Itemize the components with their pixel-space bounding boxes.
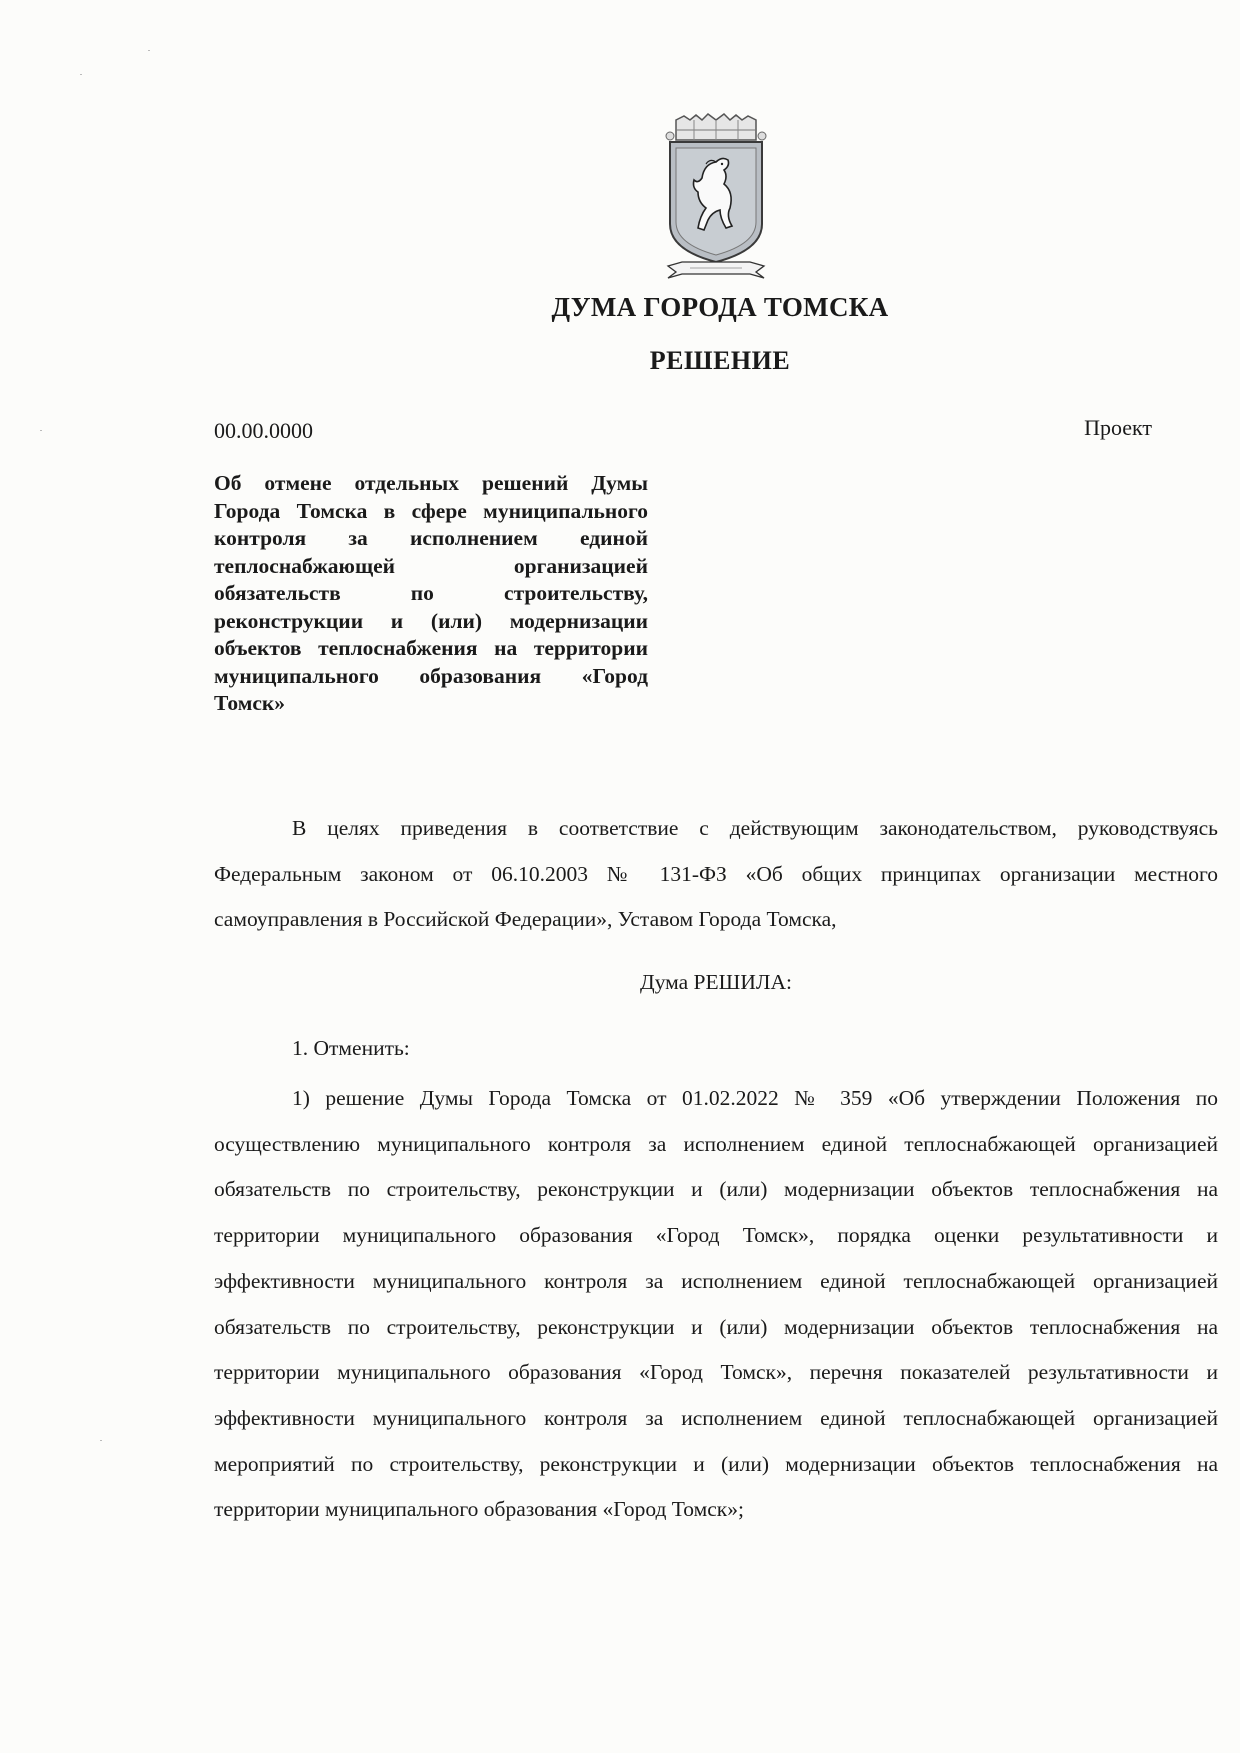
list-subitem-1: 1) решение Думы Города Томска от 01.02.2022 № 359 «Об утверждении Положения по осуществлению муниципального контроля за исполнением единой теплоснабжающей организацией обязательств по строительству, реконструкции и (или) модернизации объектов теплоснабжения на территории муниципального образования «Город Томск», порядка оценки результативности и эффективности муниципального контроля за исполнением единой теплоснабжающей организацией обязательств по строительству, реконструкции и (или) модернизации объектов теплоснабжения на территории муниципального образования «Город Томск», перечня показателей результативности и эффективности муниципального контроля за исполнением единой теплоснабжающей организацией мероприятий по строительству, реконструкции и (или) модернизации объектов теплоснабжения на территории муниципального образования «Город Томск»; (214, 1086, 1218, 1522)
list-item-1: 1. Отменить: (292, 1036, 410, 1060)
preamble-paragraph: В целях приведения в соответствие с действующим законодательством, руководствуясь Федеральным законом от 06.10.2003 № 131-ФЗ «Об общих принципах организации местного самоуправления в Российской Федерации», Уставом Города Томска, (214, 816, 1218, 931)
organization-title: ДУМА ГОРОДА ТОМСКА (551, 292, 889, 322)
document-type-title: РЕШЕНИЕ (649, 346, 791, 375)
scan-speck (40, 430, 42, 431)
document-status: Проект (1084, 415, 1152, 440)
coat-of-arms-icon (664, 112, 768, 284)
decision-heading: Дума РЕШИЛА: (640, 970, 792, 994)
scan-speck (148, 50, 150, 51)
scan-speck (80, 74, 82, 75)
scan-speck (100, 1440, 102, 1441)
document-subject: Об отмене отдельных решений Думы Города Томска в сфере муниципального контроля за исполнением единой теплоснабжающей организацией обязательств по строительству, реконструкции и (или) модернизации объектов теплоснабжения на территории муниципального образования «Город Томск» (214, 471, 648, 715)
document-date: 00.00.0000 (214, 418, 313, 443)
